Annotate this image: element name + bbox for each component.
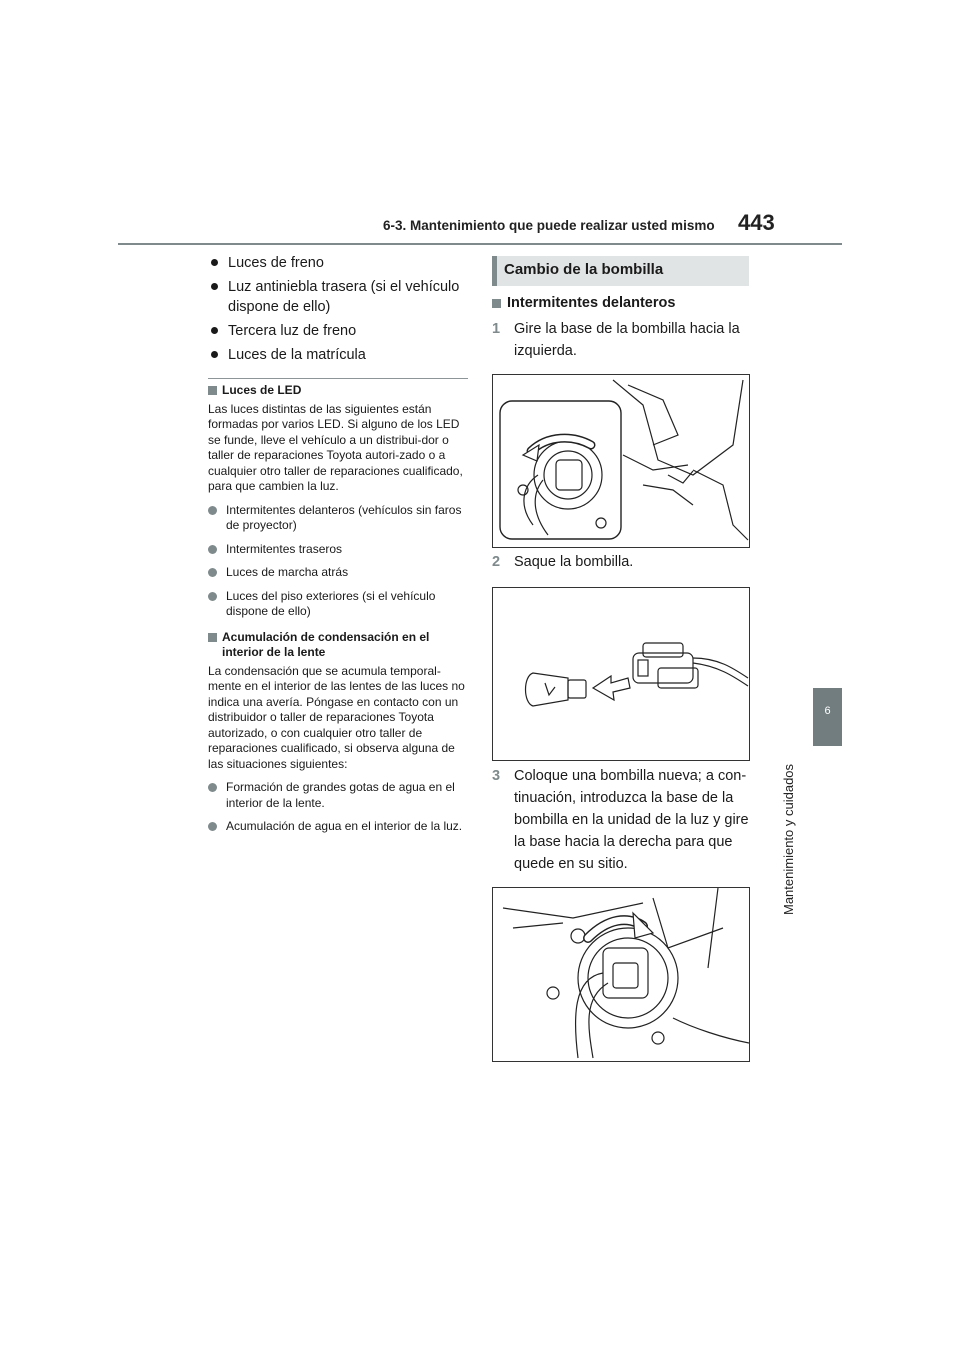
circle-bullet-icon (208, 506, 217, 515)
subheading: Intermitentes delanteros (492, 295, 675, 311)
figure-remove-bulb (492, 587, 750, 761)
led-item: Luces del piso exteriores (si el vehículo dispone de ello) (208, 589, 470, 620)
led-text: Las luces distintas de las siguientes están formadas por varios LED. Si alguno de los LED se funde, lleve el vehículo a un distribui-dor o taller de reparaciones Toyota autori-zado o a cualquier otro taller de reparaciones cualificado, para que cambien la luz. (208, 401, 463, 493)
column-divider (208, 378, 468, 379)
circle-bullet-icon (208, 545, 217, 554)
led-item: Intermitentes delanteros (vehículos sin faros de proyector) (208, 503, 470, 534)
page-number: 443 (738, 210, 775, 235)
bulb-installation-illustration (493, 888, 749, 1061)
list-item: Luces de freno (208, 253, 478, 273)
notes-column (208, 383, 470, 835)
chapter-number: 6 (824, 705, 831, 717)
step-3: 3 Coloque una bombilla nueva; a con-tinuación, introduzca la base de la bombilla en la unidad de la luz y gire la base hacia la derecha para que quede en su sitio. (492, 768, 749, 872)
section-title: 6-3. Mantenimiento que puede realizar usted mismo (383, 218, 715, 233)
section-header-box (492, 256, 749, 286)
chapter-tab (813, 688, 842, 746)
list-item: Luz antiniebla trasera (si el vehículo dispone de ello) (208, 277, 478, 317)
circle-bullet-icon (208, 592, 217, 601)
bullet-icon (211, 259, 218, 266)
step-2: 2 Saque la bombilla. (492, 554, 634, 570)
square-bullet-icon (208, 633, 217, 642)
arrow-icon (633, 913, 653, 938)
section-heading: Cambio de la bombilla (504, 261, 664, 278)
condensation-heading: Acumulación de condensación en el interior de la lente (208, 630, 470, 661)
lights-list (208, 253, 478, 369)
chapter-title-vertical (771, 760, 807, 920)
list-item: Luces de la matrícula (208, 345, 478, 365)
square-bullet-icon (492, 299, 501, 308)
led-item: Luces de marcha atrás (208, 565, 470, 581)
step-1: 1 Gire la base de la bombilla hacia la izquierda. (492, 321, 740, 359)
square-bullet-icon (208, 386, 217, 395)
circle-bullet-icon (208, 822, 217, 831)
circle-bullet-icon (208, 568, 217, 577)
section-accent-bar (492, 256, 497, 286)
figure-rotate-bulb-base (492, 374, 750, 548)
condensation-item: Formación de grandes gotas de agua en el interior de la lente. (208, 780, 470, 811)
figure-install-bulb (492, 887, 750, 1062)
condensation-item: Acumulación de agua en el interior de la luz. (208, 819, 470, 835)
bulb-removal-illustration (493, 588, 749, 760)
list-item: Tercera luz de freno (208, 321, 478, 341)
chapter-title: Mantenimiento y cuidados (781, 763, 796, 915)
led-heading: Luces de LED (208, 383, 470, 399)
bullet-icon (211, 351, 218, 358)
headlight-illustration (493, 375, 749, 547)
header-rule (118, 243, 842, 245)
led-item: Intermitentes traseros (208, 542, 470, 558)
bullet-icon (211, 283, 218, 290)
bullet-icon (211, 327, 218, 334)
condensation-text: La condensación que se acumula temporal-mente en el interior de las lentes de las luces no indica una avería. Póngase en contacto con un distribuidor o taller de reparaciones Toyota autorizado, o con cualquier otro taller de reparaciones cualificado, si observa alguna de las situaciones siguientes: (208, 663, 465, 771)
arrow-icon (593, 676, 630, 700)
circle-bullet-icon (208, 783, 217, 792)
